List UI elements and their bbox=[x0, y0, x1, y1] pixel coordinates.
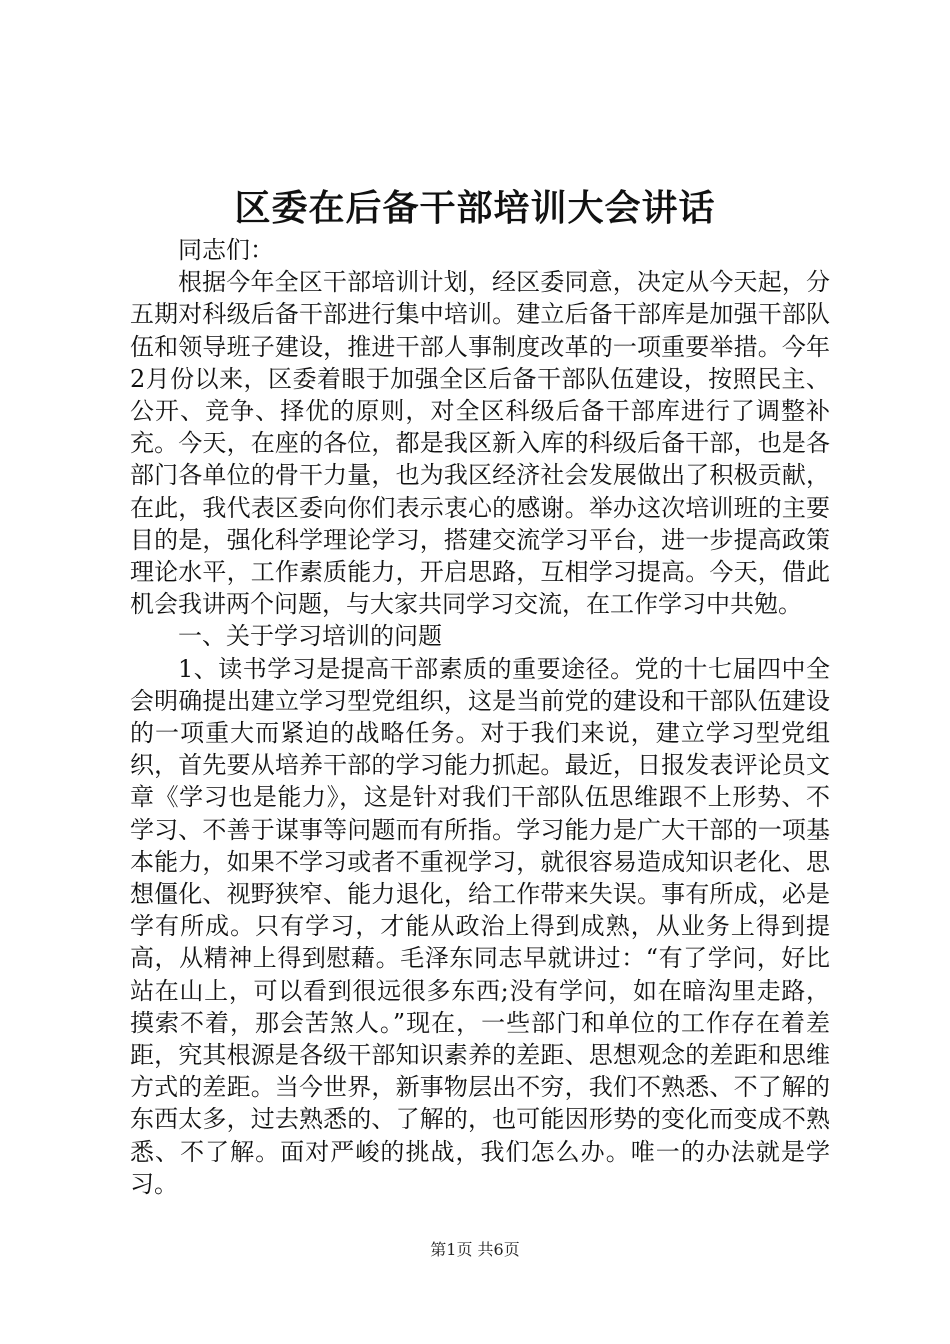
paragraph-intro: 根据今年全区干部培训计划，经区委同意，决定从今天起，分五期对科级后备干部进行集中培训。建立后备干部库是加强干部队伍和领导班子建设，推进干部人事制度改革的一项重要举措。今年2月份以来，区委着眼于加强全区后备干部队伍建设，按照民主、公开、竞争、择优的原则，对全区科级后备干部库进行了调整补充。今天，在座的各位，都是我区新入库的科级后备干部，也是各部门各单位的骨干力量，也为我区经济社会发展做出了积极贡献，在此，我代表区委向你们表示衷心的感谢。举办这次培训班的主要目的是，强化科学理论学习，搭建交流学习平台，进一步提高政策理论水平，工作素质能力，开启思路，互相学习提高。今天，借此机会我讲两个问题，与大家共同学习交流，在工作学习中共勉。 bbox=[130, 268, 830, 619]
salutation: 同志们： bbox=[178, 236, 274, 264]
paragraph-study: 1、读书学习是提高干部素质的重要途径。党的十七届四中全会明确提出建立学习型党组织，这是当前党的建设和干部队伍建设的一项重大而紧迫的战略任务。对于我们来说，建立学习型党组织，首先要从培养干部的学习能力抓起。最近，日报发表评论员文章《学习也是能力》，这是针对我们干部队伍思维跟不上形势、不学习、不善于谋事等问题而有所指。学习能力是广大干部的一项基本能力，如果不学习或者不重视学习，就很容易造成知识老化、思想僵化、视野狭窄、能力退化，给工作带来失误。事有所成，必是学有所成。只有学习，才能从政治上得到成熟，从业务上得到提高，从精神上得到慰藉。毛泽东同志早就讲过：“有了学问，好比站在山上，可以看到很远很多东西;没有学问，如在暗沟里走路，摸索不着，那会苦煞人。”现在，一些部门和单位的工作存在着差距，究其根源是各级干部知识素养的差距、思想观念的差距和思维方式的差距。当今世界，新事物层出不穷，我们不熟悉、不了解的东西太多，过去熟悉的、了解的，也可能因形势的变化而变成不熟悉、不了解。面对严峻的挑战，我们怎么办。唯一的办法就是学习。 bbox=[130, 654, 830, 1198]
page-footer: 第1页 共6页 bbox=[430, 1240, 520, 1259]
document-body bbox=[130, 234, 830, 1200]
section-heading: 一、关于学习培训的问题 bbox=[178, 622, 442, 651]
document-title: 区委在后备干部培训大会讲话 bbox=[234, 187, 716, 229]
